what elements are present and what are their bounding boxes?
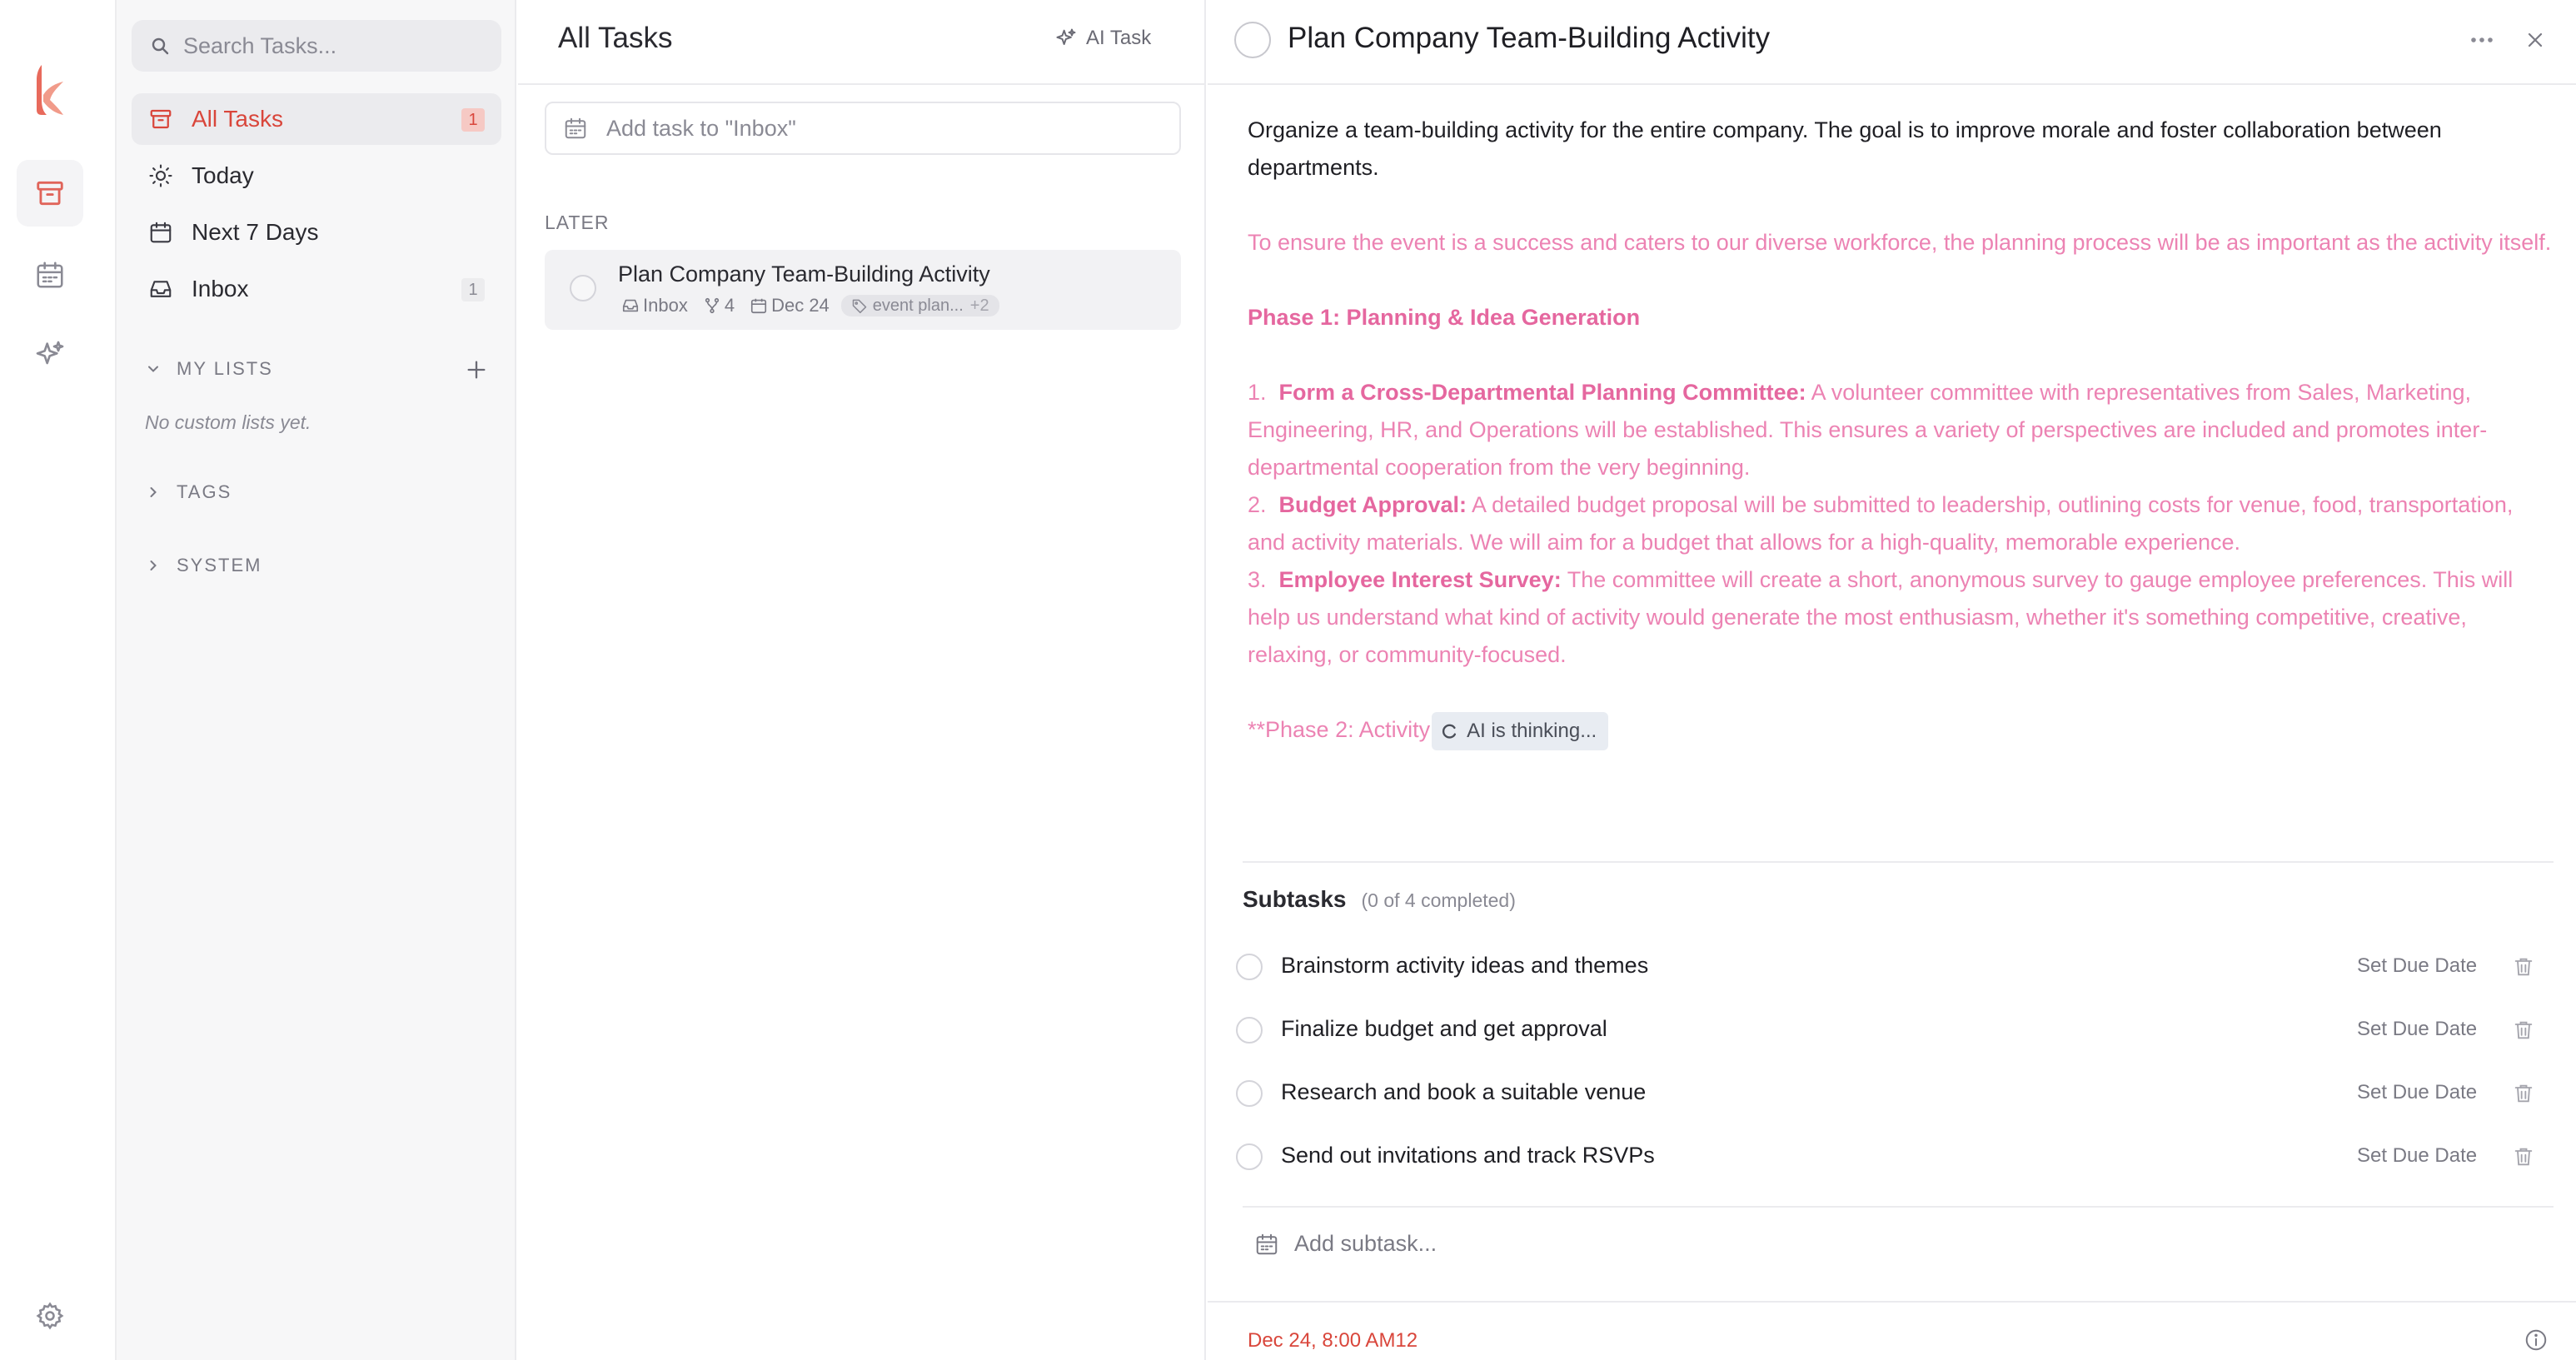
detail-title[interactable]: Plan Company Team-Building Activity — [1288, 22, 1771, 54]
sidebar-item-label: Today — [192, 162, 254, 188]
set-due-date-button[interactable]: Set Due Date — [2357, 1081, 2478, 1103]
set-due-date-button[interactable]: Set Due Date — [2357, 954, 2478, 977]
subtask-checkbox[interactable] — [1236, 954, 1263, 980]
settings-button[interactable] — [17, 1283, 83, 1349]
calendar-icon — [34, 259, 66, 291]
tags-toggle[interactable] — [145, 481, 232, 503]
delete-subtask-button[interactable] — [2509, 952, 2539, 982]
subtask-checkbox[interactable] — [1236, 1017, 1263, 1044]
add-list-button[interactable] — [460, 353, 493, 386]
trash-icon — [2512, 1019, 2535, 1042]
ai-thinking-indicator — [1432, 712, 1608, 750]
info-button[interactable] — [2522, 1326, 2550, 1354]
task-description[interactable] — [1248, 112, 2555, 750]
phase-heading: Phase 1: Planning & Idea Generation — [1248, 305, 1641, 330]
task-detail-panel — [1208, 0, 2576, 1360]
section-label: SYSTEM — [177, 555, 262, 575]
subtasks-header — [1243, 886, 1516, 913]
task-checkbox[interactable] — [570, 275, 596, 301]
calendar-icon — [1254, 1232, 1279, 1257]
step-heading: Employee Interest Survey: — [1278, 567, 1562, 592]
description-paragraph: To ensure the event is a success and caters to our diverse workforce, the planning process will be as important as the activity itself. — [1248, 230, 2552, 255]
ai-task-label: AI Task — [1086, 27, 1152, 49]
task-list-panel — [518, 0, 1206, 1360]
calendar-icon — [147, 218, 175, 247]
task-due-meta — [746, 295, 830, 316]
archive-box-icon — [147, 105, 175, 133]
subtask-title[interactable]: Finalize budget and get approval — [1281, 1016, 1607, 1041]
streaming-text: **Phase 2: Activity — [1248, 717, 1431, 742]
step-number: 2. — [1248, 492, 1267, 517]
icon-rail — [0, 0, 117, 1360]
add-task-placeholder: Add task to "Inbox" — [606, 115, 796, 141]
divider — [1243, 861, 2554, 863]
subtasks-progress: (0 of 4 completed) — [1361, 889, 1516, 911]
brand-logo[interactable] — [30, 62, 70, 118]
delete-subtask-button[interactable] — [2509, 1142, 2539, 1172]
task-item[interactable] — [545, 250, 1181, 330]
task-tag — [841, 295, 999, 316]
task-subtasks-meta — [700, 295, 735, 316]
subtask-checkbox[interactable] — [1236, 1080, 1263, 1107]
sidebar-item-label: All Tasks — [192, 106, 283, 132]
subtask-row — [1236, 1005, 2552, 1055]
search-icon — [150, 36, 170, 56]
sidebar-item-today[interactable] — [132, 150, 501, 202]
divider — [1243, 1206, 2554, 1208]
rail-calendar-button[interactable] — [17, 242, 83, 308]
sparkles-icon — [33, 338, 67, 371]
delete-subtask-button[interactable] — [2509, 1015, 2539, 1045]
calendar-icon — [563, 116, 588, 141]
inbox-icon — [147, 275, 175, 303]
subtask-row — [1236, 1069, 2552, 1118]
subtask-row — [1236, 1132, 2552, 1182]
sidebar-item-label: Inbox — [192, 276, 249, 301]
task-meta — [618, 293, 999, 318]
sidebar-item-label: Next 7 Days — [192, 219, 319, 245]
trash-icon — [2512, 1082, 2535, 1105]
count-badge: 1 — [461, 108, 485, 132]
ai-task-button[interactable] — [1054, 27, 1151, 50]
trash-icon — [2512, 955, 2535, 979]
tag-more-count: +2 — [969, 296, 989, 315]
more-options-button[interactable] — [2464, 25, 2500, 55]
gear-icon — [35, 1301, 65, 1331]
subtask-branch-icon — [703, 296, 721, 315]
complete-task-checkbox[interactable] — [1234, 22, 1271, 58]
step-text: A volunteer committee with representatives from Sales, Marketing, Engineering, HR, and Operations will be established. This ensures a variety of perspectives are included and promotes inter-departmental cooperation from the very beginning. — [1248, 380, 2488, 480]
task-list-meta — [618, 295, 688, 316]
search-input[interactable] — [132, 20, 501, 72]
tag-label: event plan... — [872, 296, 964, 315]
rail-ai-button[interactable] — [17, 321, 83, 388]
add-subtask-placeholder: Add subtask... — [1294, 1231, 1437, 1256]
step-item — [1248, 561, 2555, 674]
set-due-date-button[interactable]: Set Due Date — [2357, 1144, 2478, 1167]
sidebar — [117, 0, 516, 1360]
task-subtask-count: 4 — [724, 295, 735, 316]
task-list-name: Inbox — [643, 295, 688, 316]
subtask-title[interactable]: Research and book a suitable venue — [1281, 1079, 1647, 1104]
chevron-right-icon — [145, 557, 162, 574]
delete-subtask-button[interactable] — [2509, 1079, 2539, 1108]
close-button[interactable] — [2519, 23, 2552, 57]
section-label: MY LISTS — [177, 358, 273, 379]
section-heading-later: LATER — [545, 212, 610, 233]
page-title: All Tasks — [558, 22, 673, 54]
step-text: The committee will create a short, anonymous survey to gauge employee preferences. This will help us understand what kind of activity would generate the most enthusiasm, whether it's something competitive, creative, relaxing, or community-focused. — [1248, 567, 2514, 667]
step-number: 1. — [1248, 380, 1267, 405]
tag-icon — [851, 297, 868, 314]
task-list-header — [518, 0, 1206, 85]
add-task-input[interactable] — [545, 102, 1181, 155]
sidebar-item-all-tasks[interactable] — [132, 93, 501, 145]
subtasks-title: Subtasks — [1243, 886, 1347, 912]
calendar-icon — [750, 296, 768, 315]
plus-icon — [465, 358, 488, 381]
chevron-right-icon — [145, 484, 162, 501]
add-subtask-input[interactable] — [1254, 1231, 1437, 1257]
spinner-icon — [1440, 722, 1458, 740]
task-due-date: Dec 24 — [771, 295, 830, 316]
ai-thinking-label: AI is thinking... — [1467, 720, 1597, 743]
step-heading: Budget Approval: — [1278, 492, 1467, 517]
subtask-row — [1236, 942, 2552, 992]
sun-icon — [147, 162, 175, 190]
trash-icon — [2512, 1145, 2535, 1168]
ellipsis-icon — [2470, 37, 2494, 43]
task-title: Plan Company Team-Building Activity — [618, 262, 990, 286]
info-icon — [2524, 1328, 2549, 1353]
close-icon — [2525, 30, 2545, 50]
system-toggle[interactable] — [145, 555, 262, 576]
section-label: TAGS — [177, 481, 232, 502]
sidebar-item-inbox[interactable] — [132, 263, 501, 315]
step-heading: Form a Cross-Departmental Planning Committee: — [1278, 380, 1806, 405]
step-item — [1248, 374, 2555, 486]
subtask-checkbox[interactable] — [1236, 1143, 1263, 1170]
count-badge: 1 — [461, 278, 485, 301]
step-item — [1248, 486, 2555, 561]
chevron-down-icon — [145, 361, 162, 377]
sparkles-icon — [1054, 27, 1078, 50]
search-placeholder: Search Tasks... — [183, 32, 337, 58]
set-due-date-button[interactable]: Set Due Date — [2357, 1018, 2478, 1040]
empty-lists-note: No custom lists yet. — [145, 411, 311, 433]
subtask-title[interactable]: Brainstorm activity ideas and themes — [1281, 953, 1649, 978]
divider — [1208, 1301, 2576, 1303]
due-date-display[interactable]: Dec 24, 8:00 AM12 — [1248, 1329, 1418, 1352]
inbox-icon — [621, 296, 640, 315]
archive-box-icon — [34, 177, 66, 209]
detail-header — [1208, 0, 2576, 85]
step-number: 3. — [1248, 567, 1267, 592]
step-text: A detailed budget proposal will be submitted to leadership, outlining costs for venue, food, transportation, and activity materials. We will aim for a budget that allows for a high-quality, memorable experience. — [1248, 492, 2514, 555]
description-intro: Organize a team-building activity for the entire company. The goal is to improve morale and foster collaboration between departments. — [1248, 117, 2442, 180]
sidebar-item-next-7-days[interactable] — [132, 207, 501, 258]
subtask-title[interactable]: Send out invitations and track RSVPs — [1281, 1143, 1655, 1168]
rail-tasks-button[interactable] — [17, 160, 83, 227]
my-lists-toggle[interactable] — [145, 358, 273, 380]
